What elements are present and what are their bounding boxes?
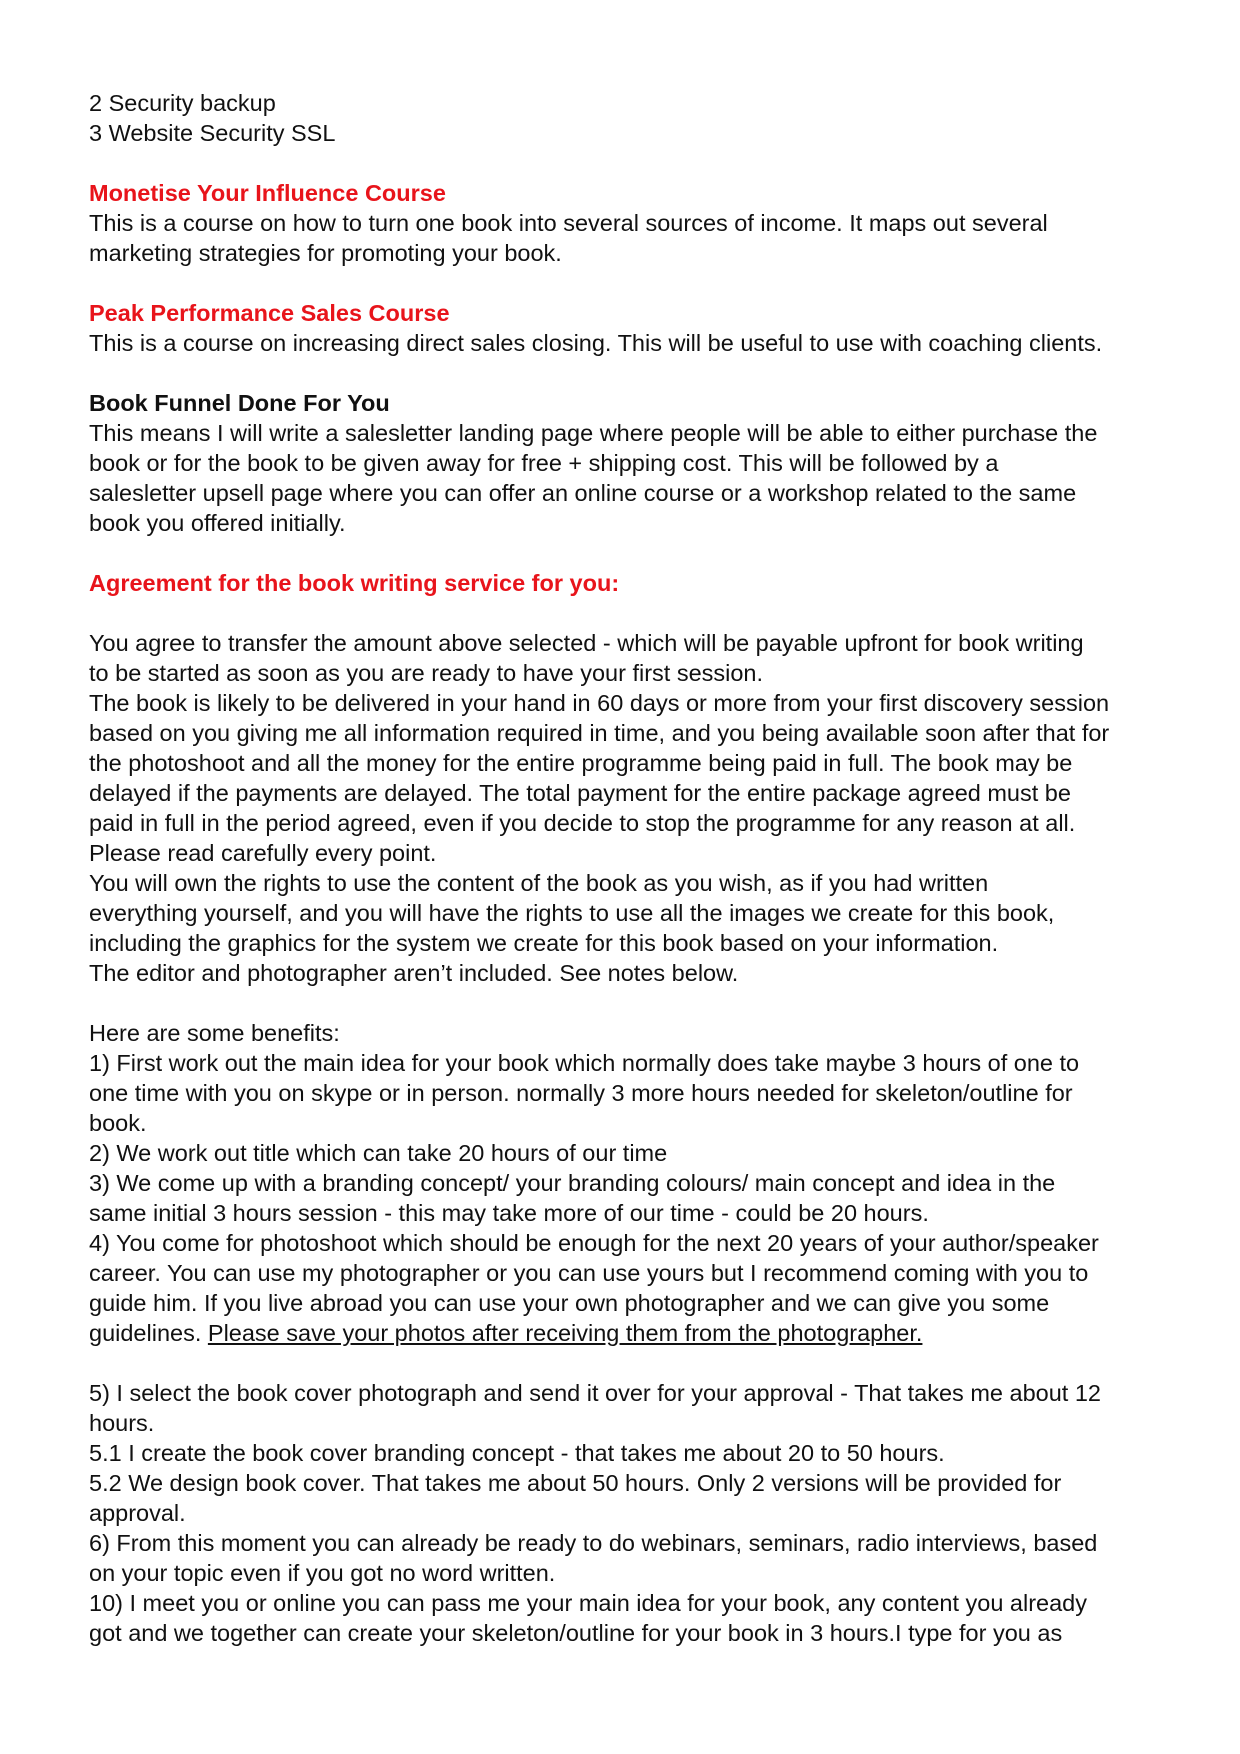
spacer [89, 988, 1174, 1018]
benefits-text-line: 3) We come up with a branding concept/ your branding colours/ main concept and idea in the [89, 1170, 1056, 1196]
agreement-text-line: everything yourself, and you will have the rights to use all the images we create for this book, [89, 900, 1055, 926]
spacer [89, 268, 1174, 298]
intro-list-item: 3 Website Security SSL [89, 120, 336, 146]
benefits-text-line: 1) First work out the main idea for your book which normally does take maybe 3 hours of one to [89, 1050, 1080, 1076]
benefits-text-line: 5.2 We design book cover. That takes me about 50 hours. Only 2 versions will be provided for [89, 1470, 1062, 1496]
agreement-text-line: delayed if the payments are delayed. The total payment for the entire package agreed must be [89, 780, 1071, 806]
funnel-text-line: This means I will write a salesletter landing page where people will be able to either purchase the [89, 420, 1098, 446]
agreement-text-line: the photoshoot and all the money for the entire programme being paid in full. The book may be [89, 750, 1073, 776]
benefits-text-line: same initial 3 hours session - this may take more of our time - could be 20 hours. [89, 1200, 929, 1226]
intro-list-item: 2 Security backup [89, 90, 276, 116]
benefits-text-line: book. [89, 1110, 147, 1136]
agreement-text-line: to be started as soon as you are ready to have your first session. [89, 660, 764, 686]
benefits-photo-note-line [89, 1318, 1174, 1348]
benefits-text-line: guide him. If you live abroad you can use your own photographer and we can give you some [89, 1290, 1050, 1316]
benefits-text-line: Here are some benefits: [89, 1020, 340, 1046]
agreement-text-line: paid in full in the period agreed, even if you decide to stop the programme for any reason at all. [89, 810, 1076, 836]
peak-heading: Peak Performance Sales Course [89, 300, 450, 326]
document-body [89, 88, 1174, 1648]
spacer [89, 598, 1174, 628]
agreement-text-line: The editor and photographer aren’t included. See notes below. [89, 960, 739, 986]
monetise-text-line: marketing strategies for promoting your book. [89, 240, 562, 266]
spacer [89, 148, 1174, 178]
funnel-heading: Book Funnel Done For You [89, 390, 390, 416]
agreement-text-line: Please read carefully every point. [89, 840, 437, 866]
benefits-text-line: 5) I select the book cover photograph and send it over for your approval - That takes me about 12 [89, 1380, 1101, 1406]
benefits-text-line: 5.1 I create the book cover branding concept - that takes me about 20 to 50 hours. [89, 1440, 945, 1466]
monetise-heading: Monetise Your Influence Course [89, 180, 446, 206]
benefits-text-line: one time with you on skype or in person. normally 3 more hours needed for skeleton/outline for [89, 1080, 1073, 1106]
benefits-text-line: 2) We work out title which can take 20 hours of our time [89, 1140, 668, 1166]
benefits-text-line: approval. [89, 1500, 186, 1526]
spacer [89, 1348, 1174, 1378]
spacer [89, 358, 1174, 388]
monetise-text-line: This is a course on how to turn one book into several sources of income. It maps out several [89, 210, 1048, 236]
save-photos-note: Please save your photos after receiving them from the photographer. [207, 1320, 923, 1346]
peak-text-line: This is a course on increasing direct sales closing. This will be useful to use with coaching clients. [89, 330, 1103, 356]
benefits-text-line: got and we together can create your skeleton/outline for your book in 3 hours.I type for you as [89, 1620, 1063, 1646]
benefits-line-prefix: guidelines. [89, 1320, 208, 1346]
funnel-text-line: book you offered initially. [89, 510, 346, 536]
agreement-text-line: including the graphics for the system we create for this book based on your information. [89, 930, 999, 956]
spacer [89, 538, 1174, 568]
benefits-text-line: 6) From this moment you can already be ready to do webinars, seminars, radio interviews, based [89, 1530, 1098, 1556]
benefits-text-line: career. You can use my photographer or you can use yours but I recommend coming with you to [89, 1260, 1089, 1286]
agreement-heading: Agreement for the book writing service for you: [89, 570, 620, 596]
benefits-text-line: 10) I meet you or online you can pass me your main idea for your book, any content you already [89, 1590, 1088, 1616]
benefits-text-line: on your topic even if you got no word written. [89, 1560, 556, 1586]
funnel-text-line: book or for the book to be given away for free + shipping cost. This will be followed by a [89, 450, 999, 476]
agreement-text-line: The book is likely to be delivered in your hand in 60 days or more from your first discovery session [89, 690, 1110, 716]
benefits-text-line: hours. [89, 1410, 155, 1436]
benefits-text-line: 4) You come for photoshoot which should be enough for the next 20 years of your author/speaker [89, 1230, 1099, 1256]
funnel-text-line: salesletter upsell page where you can offer an online course or a workshop related to the same [89, 480, 1077, 506]
agreement-text-line: You will own the rights to use the content of the book as you wish, as if you had written [89, 870, 989, 896]
agreement-text-line: You agree to transfer the amount above selected - which will be payable upfront for book writing [89, 630, 1084, 656]
agreement-text-line: based on you giving me all information required in time, and you being available soon after that for [89, 720, 1110, 746]
